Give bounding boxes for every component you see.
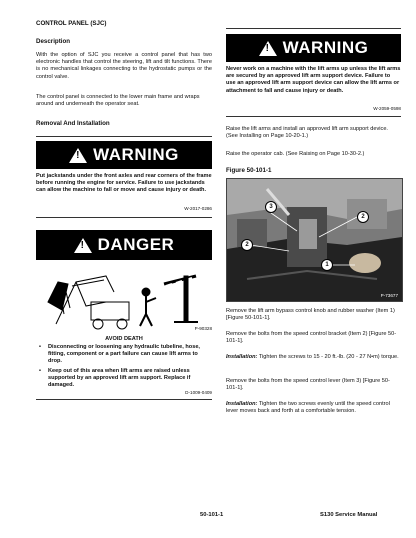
warning-triangle-icon: ! — [259, 41, 277, 56]
callout-3: 3 — [265, 201, 277, 213]
figure-code: P-73677 — [380, 293, 398, 298]
danger-bullet-2: • Keep out of this area when lift arms are raised unless supported by an approved lift arm support. Replace if damaged. — [48, 368, 210, 390]
danger-code: D-1009-0409 — [185, 390, 212, 395]
installation-text-2: Tighten the two screws evenly until the speed control lever moves back and forth at a comfortable tension. — [226, 401, 390, 415]
installation-label: Installation: — [226, 401, 258, 407]
installation-text-1: Tighten the screws to 15 - 20 ft.-lb. (20 - 27 N•m) torque. — [258, 354, 399, 360]
description-paragraph-2: The control panel is connected to the lower main frame and wraps around and underneath the operator seat. — [36, 94, 200, 108]
danger-triangle-icon: ! — [74, 238, 92, 253]
figure-title: Figure 50-101-1 — [226, 167, 272, 174]
avoid-death-heading: AVOID DEATH — [105, 336, 143, 342]
divider — [226, 116, 401, 117]
divider — [226, 28, 401, 29]
step-remove-bracket-bolts: Remove the bolts from the speed control bracket (Item 2) [Figure 50-101-1]. — [226, 331, 397, 345]
warning-banner — [36, 141, 212, 169]
warning-code: W-2017-0286 — [184, 206, 212, 211]
warning-text-right: Never work on a machine with the lift arms up unless the lift arms are secured by an approved lift arm support device. Failure to use an approved lift arm support device can allow the lift arms or attachment to fall and cause injury or death. — [226, 66, 401, 94]
step-raise-lift-arms: Raise the lift arms and install an approved lift arm support device. (See Installing on Page 10-20-1.) — [226, 126, 388, 140]
warning-label: WARNING — [93, 145, 179, 164]
lift-arm-hazard-pictogram — [36, 262, 212, 332]
description-heading: Description — [36, 38, 71, 45]
danger-label: DANGER — [97, 235, 175, 254]
page-title: CONTROL PANEL (SJC) — [36, 20, 107, 27]
warning-label: WARNING — [282, 38, 369, 57]
installation-note-1 — [226, 354, 401, 361]
danger-banner — [36, 230, 212, 260]
divider — [36, 136, 212, 137]
removal-heading: Removal And Installation — [36, 120, 110, 127]
warning-text: Put jackstands under the front axles and rear corners of the frame before running the engine for service. Failure to use jackstands can allow the machine to fall or move and cause injury or death. — [36, 173, 212, 194]
callout-2-left: 2 — [241, 239, 253, 251]
installation-label: Installation: — [226, 354, 258, 360]
step-raise-cab: Raise the operator cab. (See Raising on Page 10-30-2.) — [226, 151, 365, 157]
danger-image-code: P-90328 — [194, 326, 212, 331]
divider — [36, 399, 212, 400]
figure-photo — [226, 178, 403, 302]
warning-banner-right — [226, 34, 401, 62]
callout-1: 1 — [321, 259, 333, 271]
danger-bullet-1: • Disconnecting or loosening any hydraulic tubeline, hose, fitting, component or a part failure can cause lift arms to drop. — [48, 344, 210, 366]
divider — [36, 217, 212, 218]
manual-name: S130 Service Manual — [320, 512, 378, 518]
installation-note-2 — [226, 401, 401, 415]
step-remove-lever-bolts: Remove the bolts from the speed control lever (Item 3) [Figure 50-101-1]. — [226, 378, 390, 392]
callout-2-right: 2 — [357, 211, 369, 223]
page-number: 50-101-1 — [200, 512, 224, 518]
warning-triangle-icon: ! — [69, 148, 87, 163]
step-remove-knob: Remove the lift arm bypass control knob and rubber washer (Item 1) [Figure 50-101-1]. — [226, 308, 395, 322]
speed-control-photo — [227, 179, 402, 301]
warning-code-right: W-2059-0598 — [373, 106, 401, 111]
description-paragraph-1: With the option of SJC you receive a control panel that has two electronic handles that control the steering, lift and tilt functions. There is no mechanical linkages connecting to the hydrostatic pumps or the control valve. — [36, 52, 212, 80]
